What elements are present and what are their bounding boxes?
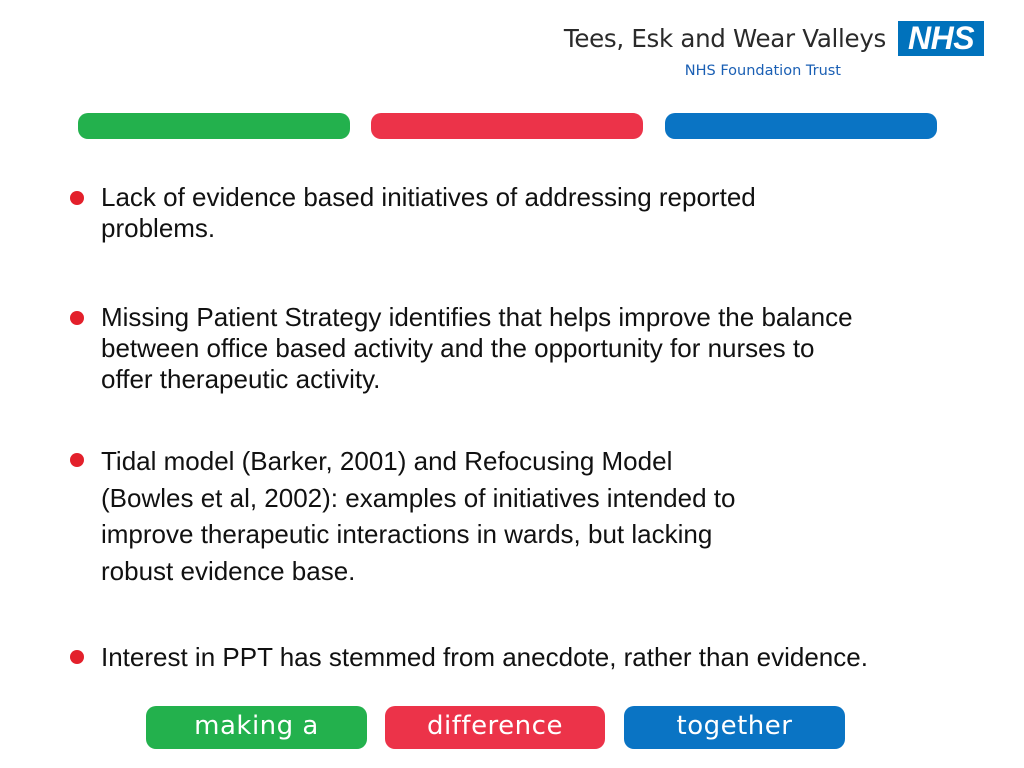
trust-subtitle: NHS Foundation Trust (684, 63, 841, 79)
header-bar-green (78, 113, 350, 139)
bullet-dot-icon (70, 191, 84, 205)
bullet-dot-icon (70, 650, 84, 664)
bullet-dot-icon (70, 311, 84, 325)
bullet-text: Missing Patient Strategy identifies that helps improve the balance between office based activity and the opportunity for nurses to offer therapeutic activity. (101, 302, 853, 394)
trust-name: Tees, Esk and Wear Valleys (563, 24, 886, 53)
slogan-making-a: making a (146, 706, 367, 749)
header-bar-blue (665, 113, 937, 139)
slogan-together: together (624, 706, 845, 749)
bullet-dot-icon (70, 453, 84, 467)
bullet-text: Tidal model (Barker, 2001) and Refocusing Model (Bowles et al, 2002): examples of initiatives intended to improve therapeutic interactions in wards, but lacking robust evidence base. (101, 446, 736, 586)
nhs-logo: NHS (898, 21, 984, 56)
header-bar-red (371, 113, 643, 139)
slogan-difference: difference (385, 706, 605, 749)
bullet-text: Interest in PPT has stemmed from anecdote, rather than evidence. (101, 642, 868, 672)
trust-branding (524, 18, 984, 88)
bullet-text: Lack of evidence based initiatives of addressing reported problems. (101, 182, 756, 243)
